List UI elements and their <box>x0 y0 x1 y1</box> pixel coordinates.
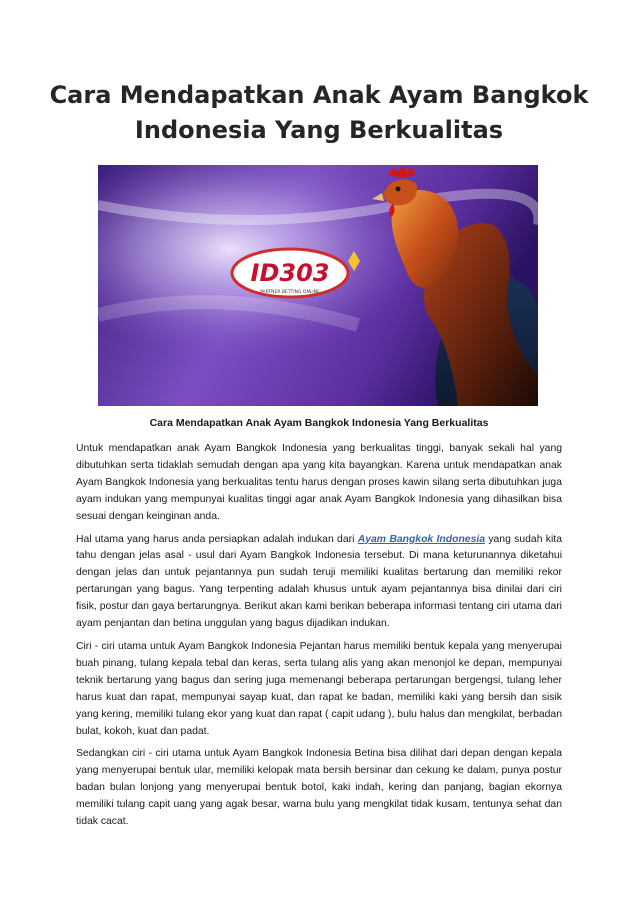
hero-image <box>98 165 538 406</box>
ayam-bangkok-link[interactable]: Ayam Bangkok Indonesia <box>357 533 486 545</box>
paragraph-1: Untuk mendapatkan anak Ayam Bangkok Indonesia yang berkualitas tinggi, banyak sekali hal yang dibutuhkan serta tidaklah semudah dengan apa yang kita bayangkan. Karena untuk mendapatkan anak Ayam Bangkok Indonesia yang berkualitas tentu harus dengan proses kawin silang serta dibutuhkan juga ayam indukan yang mempunyai kualitas tinggi agar anak Ayam Bangkok Indonesia yang dihasilkan bisa sesuai dengan keinginan anda. <box>76 443 562 522</box>
logo-text: ID303 <box>250 259 330 287</box>
paragraph-2-start: Hal utama yang harus anda persiapkan adalah indukan dari <box>76 533 358 545</box>
title-line-1: Cara Mendapatkan Anak Ayam Bangkok <box>49 81 589 109</box>
page-title <box>40 78 598 148</box>
paragraph-2 <box>76 532 562 633</box>
image-caption: Cara Mendapatkan Anak Ayam Bangkok Indonesia Yang Berkualitas <box>149 417 489 429</box>
rooster-image <box>98 165 538 406</box>
paragraph-4: Sedangkan ciri - ciri utama untuk Ayam Bangkok Indonesia Betina bisa dilihat dari depan dengan kepala yang menyerupai bentuk ular, memiliki kelopak mata bersih bersinar dan cekung ke dalam, punya postur badan bulan lonjong yang menyerupai bentuk botol, kaki indah, kering dan panjang, bagian ekornya memiliki tulang capit uang yang agak besar, warna bulu yang mengkilat tidak kusam, tentunya sehat dan tidak cacat. <box>76 748 562 828</box>
title-line-2: Indonesia Yang Berkualitas <box>134 116 504 144</box>
article-body <box>76 441 562 837</box>
logo-tagline: PARTNER BETTING ONLINE <box>260 290 320 295</box>
paragraph-2-end: yang sudah kita tahu dengan jelas asal - usul dari Ayam Bangkok Indonesia tersebut. Di mana keturunannya diketahui dengan jelas dan untuk pejantannya pun sudah teruji memiliki kualitas bertarung dan memiliki rekor pertarungan yang bagus. Yang terpenting adalah khusus untuk ayam pejantannya bisa dinilai dari ciri fisik, postur dan gaya bertarungnya. Berikut akan kami berikan beberapa informasi tentang ciri utama dari ayam penjantan dan betina unggulan yang bagus dijadikan indukan. <box>76 533 562 630</box>
paragraph-3: Ciri - ciri utama untuk Ayam Bangkok Indonesia Pejantan harus memiliki bentuk kepala yang menyerupai buah pinang, tulang kepala tebal dan keras, serta tulang alis yang akan menonjol ke depan, mempunyai teknik bertarung yang bagus dan sering juga memenangi beberapa pertarungan bergengsi, tulang leher harus kuat dan rapat, mempunyai sayap kuat, dan rapat ke badan, memiliki kaki yang bersih dan sisik yang kering, memiliki tulang ekor yang kuat dan rapat ( capit udang ), bulu halus dan mengkilat, berbadan bulat, kokoh, kuat dan padat. <box>76 640 562 737</box>
